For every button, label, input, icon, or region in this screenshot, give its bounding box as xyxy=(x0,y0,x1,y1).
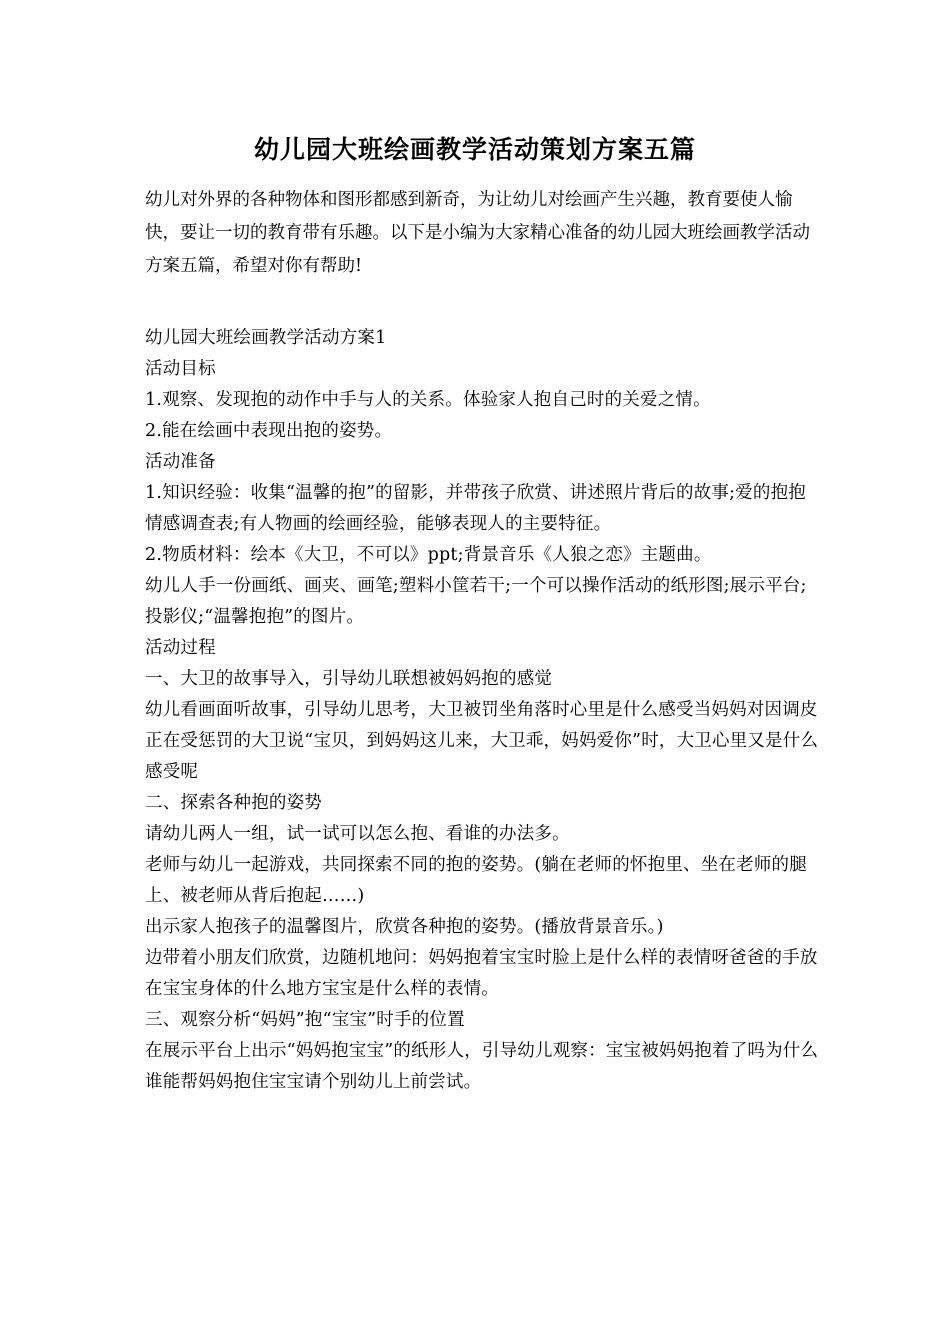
document-title: 幼儿园大班绘画教学活动策划方案五篇 xyxy=(253,135,696,164)
process-step-1-text: 幼儿看画面听故事，引导幼儿思考，大卫被罚坐角落时心里是什么感受当妈妈对因调皮正在受惩罚的大卫说“宝贝，到妈妈这儿来，大卫乖，妈妈爱你”时，大卫心里又是什么感受呢 xyxy=(145,700,819,782)
goal-item-2: 2.能在绘画中表现出抱的姿势。 xyxy=(145,421,393,441)
document-body xyxy=(145,184,820,1098)
heading-activity-process: 活动过程 xyxy=(145,638,216,658)
process-step-3-heading: 三、观察分析“妈妈”抱“宝宝”时手的位置 xyxy=(145,1010,465,1030)
section-heading-plan-1: 幼儿园大班绘画教学活动方案1 xyxy=(145,328,387,348)
heading-activity-preparation: 活动准备 xyxy=(145,452,216,472)
heading-activity-goals: 活动目标 xyxy=(145,359,216,379)
process-step-1-heading: 一、大卫的故事导入，引导幼儿联想被妈妈抱的感觉 xyxy=(145,669,553,689)
preparation-item-1: 1.知识经验：收集“温馨的抱”的留影，并带孩子欣赏、讲述照片背后的故事;爱的抱抱情感调查表;有人物画的绘画经验，能够表现人的主要特征。 xyxy=(145,483,806,534)
preparation-materials: 幼儿人手一份画纸、画夹、画笔;塑料小筐若干;一个可以操作活动的纸形图;展示平台;投影仪;“温馨抱抱”的图片。 xyxy=(145,576,807,627)
intro-paragraph: 幼儿对外界的各种物体和图形都感到新奇，为让幼儿对绘画产生兴趣，教育要使人愉快，要让一切的教育带有乐趣。以下是小编为大家精心准备的幼儿园大班绘画教学活动方案五篇，希望对你有帮助! xyxy=(145,190,810,276)
goal-item-1: 1.观察、发现抱的动作中手与人的关系。体验家人抱自己时的关爱之情。 xyxy=(145,390,711,410)
process-step-2-text-c: 出示家人抱孩子的温馨图片，欣赏各种抱的姿势。(播放背景音乐。) xyxy=(145,917,664,937)
process-step-2-text-b: 老师与幼儿一起游戏，共同探索不同的抱的姿势。(躺在老师的怀抱里、坐在老师的腿上、被老师从背后抱起……) xyxy=(145,855,807,906)
process-step-2-heading: 二、探索各种抱的姿势 xyxy=(145,793,322,813)
process-step-2-text-a: 请幼儿两人一组，试一试可以怎么抱、看谁的办法多。 xyxy=(145,824,570,844)
preparation-item-2: 2.物质材料：绘本《大卫，不可以》ppt;背景音乐《人狼之恋》主题曲。 xyxy=(145,545,712,565)
process-step-3-text: 在展示平台上出示“妈妈抱宝宝”的纸形人，引导幼儿观察：宝宝被妈妈抱着了吗为什么谁能帮妈妈抱住宝宝请个别幼儿上前尝试。 xyxy=(145,1041,819,1092)
process-step-2-text-d: 边带着小朋友们欣赏，边随机地问：妈妈抱着宝宝时脸上是什么样的表情呀爸爸的手放在宝宝身体的什么地方宝宝是什么样的表情。 xyxy=(145,948,818,999)
section-spacer xyxy=(145,283,820,323)
